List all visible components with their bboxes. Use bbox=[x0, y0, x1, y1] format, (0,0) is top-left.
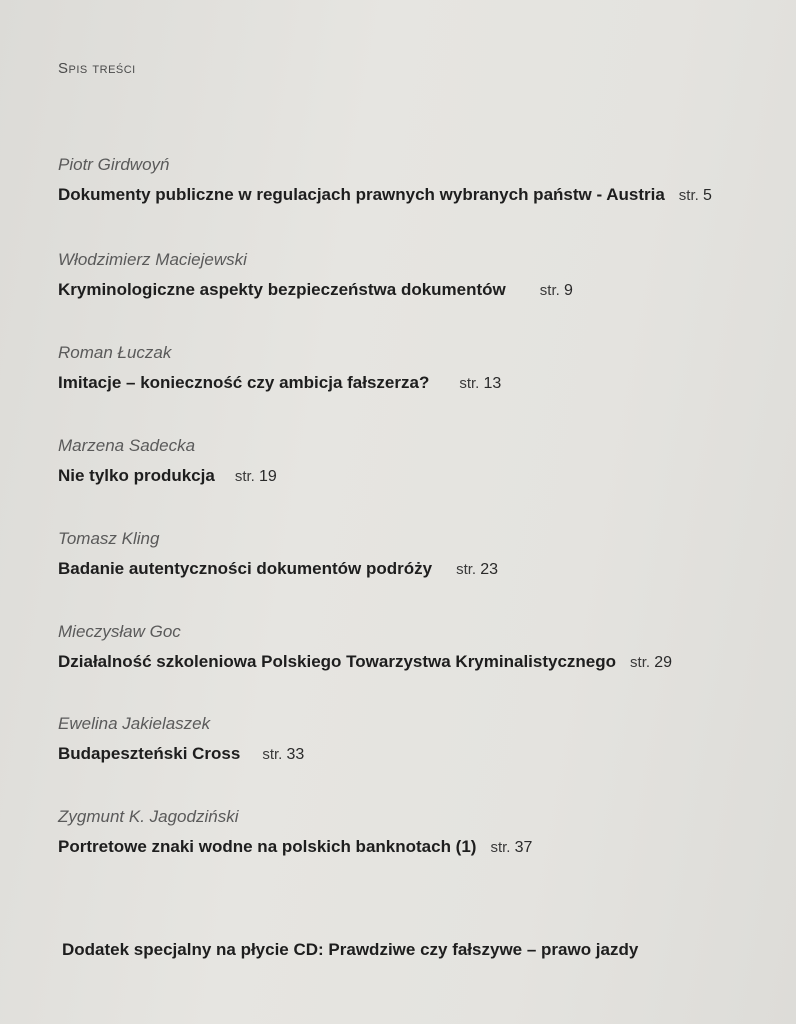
entry-page-ref bbox=[459, 375, 501, 392]
entry-title-line bbox=[58, 373, 501, 393]
page-label: str. bbox=[456, 561, 477, 578]
entry-title: Kryminologiczne aspekty bezpieczeństwa dokumentów bbox=[58, 280, 506, 299]
entry-title-line bbox=[58, 837, 532, 857]
page-label: str. bbox=[539, 282, 560, 299]
entry-author: Ewelina Jakielaszek bbox=[58, 714, 211, 733]
page-label: str. bbox=[262, 746, 283, 763]
entry-title: Imitacje – konieczność czy ambicja fałszerza? bbox=[58, 373, 430, 392]
entry-title: Nie tylko produkcja bbox=[58, 466, 215, 485]
entry-author: Roman Łuczak bbox=[58, 343, 172, 362]
toc-entry bbox=[58, 622, 672, 672]
toc-entry bbox=[58, 250, 573, 300]
entry-page-ref bbox=[490, 839, 532, 856]
entry-title-line bbox=[58, 466, 277, 486]
page-number: 5 bbox=[702, 187, 712, 204]
entry-author: Mieczysław Goc bbox=[58, 622, 181, 641]
entry-author: Piotr Girdwoyń bbox=[58, 155, 170, 174]
page-label: str. bbox=[678, 187, 699, 204]
entry-title: Budapeszteński Cross bbox=[58, 744, 241, 763]
toc-entry bbox=[58, 155, 712, 205]
page-number: 23 bbox=[480, 561, 499, 578]
entry-title-line bbox=[58, 185, 712, 205]
page-label: str. bbox=[630, 654, 651, 671]
page-heading: Spis treści bbox=[58, 60, 136, 77]
entry-author: Włodzimierz Maciejewski bbox=[58, 250, 247, 269]
entry-title-line bbox=[58, 744, 304, 764]
page-label: str. bbox=[490, 839, 511, 856]
special-supplement-note: Dodatek specjalny na płycie CD: Prawdziwe czy fałszywe – prawo jazdy bbox=[62, 940, 639, 959]
toc-entry bbox=[58, 529, 498, 579]
toc-entry bbox=[58, 807, 532, 857]
toc-entry bbox=[58, 343, 501, 393]
entry-title: Portretowe znaki wodne na polskich banknotach (1) bbox=[58, 837, 477, 856]
entry-title-line bbox=[58, 559, 498, 579]
page-number: 29 bbox=[654, 654, 673, 671]
entry-page-ref bbox=[540, 282, 573, 299]
entry-title-line bbox=[58, 652, 672, 672]
entry-page-ref bbox=[679, 187, 712, 204]
page-label: str. bbox=[234, 468, 255, 485]
entry-page-ref bbox=[630, 654, 672, 671]
toc-entry bbox=[58, 714, 304, 764]
page-label: str. bbox=[459, 375, 480, 392]
entry-page-ref bbox=[235, 468, 277, 485]
entry-page-ref bbox=[456, 561, 498, 578]
entry-title: Działalność szkoleniowa Polskiego Towarzystwa Kryminalistycznego bbox=[58, 652, 617, 671]
entry-author: Zygmunt K. Jagodziński bbox=[58, 807, 239, 826]
entry-title-line bbox=[58, 280, 573, 300]
page-number: 37 bbox=[514, 839, 533, 856]
page-number: 13 bbox=[483, 375, 502, 392]
page-number: 33 bbox=[286, 746, 305, 763]
entry-title: Badanie autentyczności dokumentów podróży bbox=[58, 559, 433, 578]
page-number: 19 bbox=[259, 468, 277, 485]
entry-author: Marzena Sadecka bbox=[58, 436, 196, 455]
toc-entry bbox=[58, 436, 277, 486]
entry-author: Tomasz Kling bbox=[58, 529, 160, 548]
entry-page-ref bbox=[262, 746, 304, 763]
entry-title: Dokumenty publiczne w regulacjach prawnych wybranych państw - Austria bbox=[58, 185, 665, 204]
page-number: 9 bbox=[563, 282, 573, 299]
